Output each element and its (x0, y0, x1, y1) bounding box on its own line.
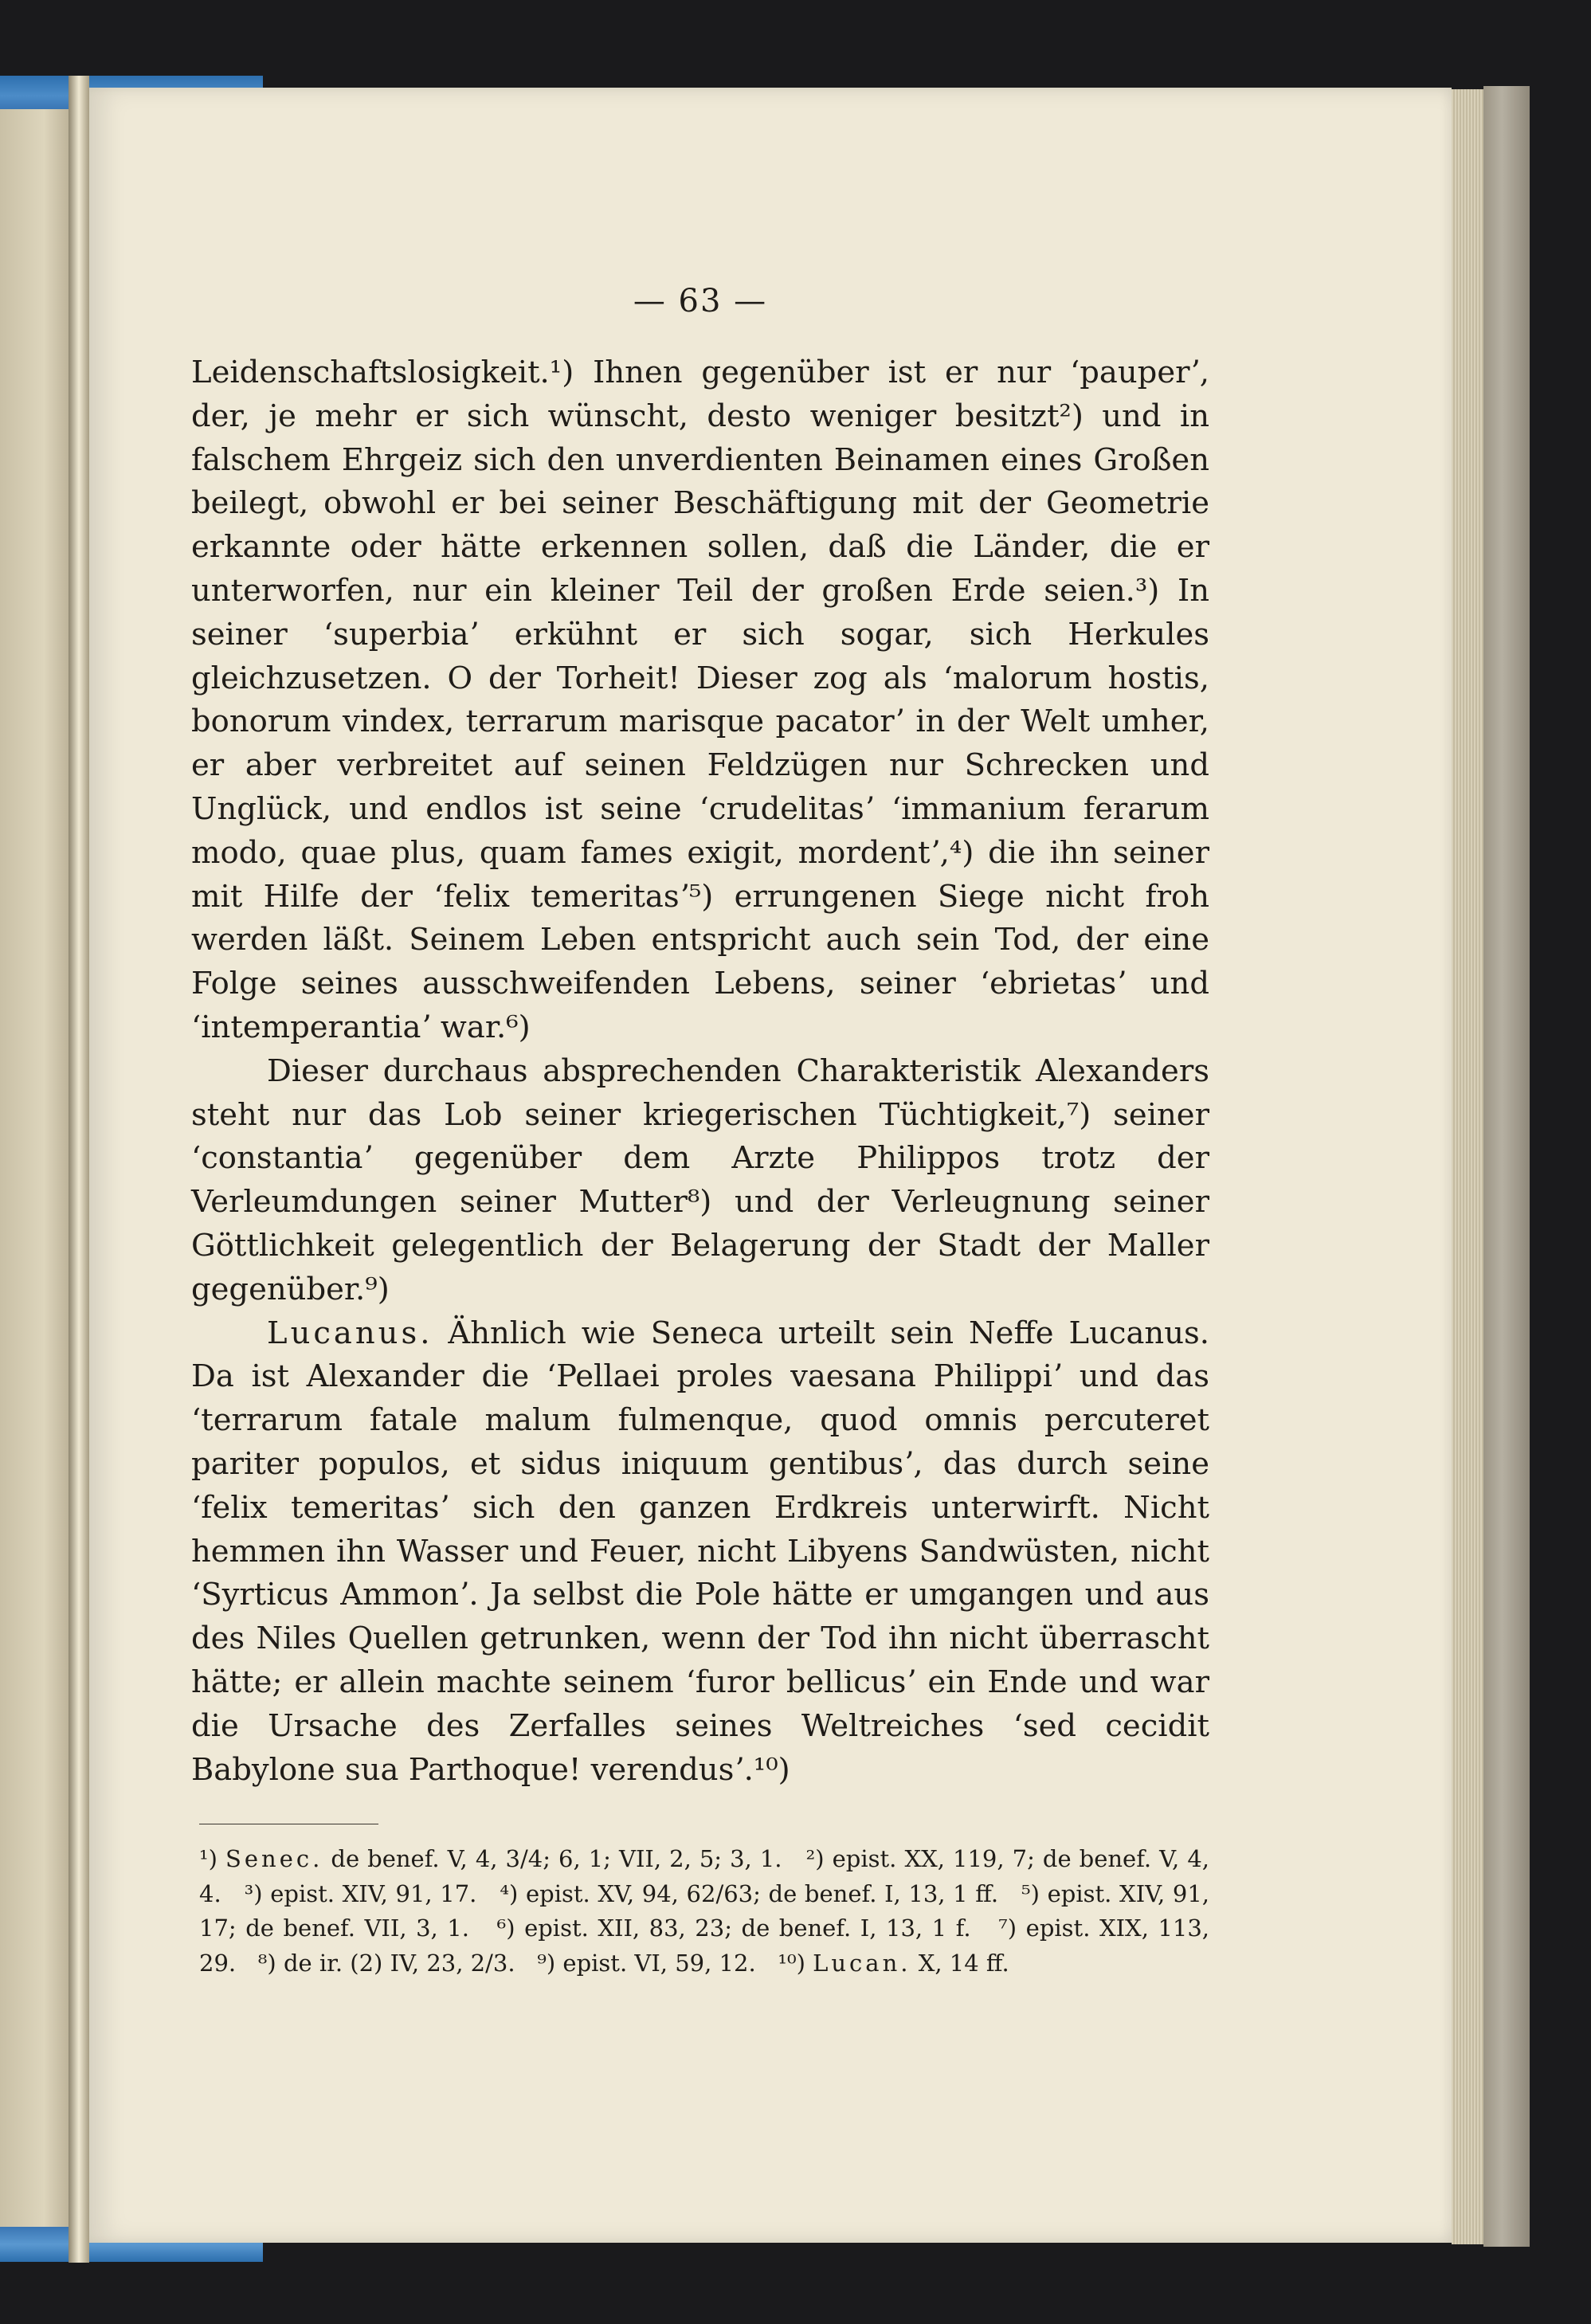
lucanus-text: Ähnlich wie Seneca urteilt sein Neffe Lucanus. Da ist Alexander die ʻPellaei proles vaesana Philippiʼ und das ʻterrarum fatale malum fulmenque, quod omnis percuteret pariter populos, et sidus iniquum gentibusʼ, das durch seine ʻfelix temeritasʼ sich den ganzen Erdkreis unterwirft. Nicht hemmen ihn Wasser und Feuer, nicht Libyens Sandwüsten, nicht ʻSyrticus Ammonʼ. Ja selbst die Pole hätte er umgangen und aus des Niles Quellen getrunken, wenn der Tod ihn nicht überrascht hätte; er allein machte seinem ʻfuror bellicusʼ ein Ende und war die Ursache des Zerfalles seines Weltreiches ʻsed cecidit Babylone sua Parthoque! verendusʼ.¹⁰) (191, 1315, 1209, 1788)
footnote-2: ²) epist. XX, 119, 7; de benef. V, 4, 4. (199, 1845, 1209, 1907)
footnote-10: ¹⁰) Lucan. X, 14 ff. (778, 1949, 1009, 1977)
footnotes (191, 1842, 1209, 1981)
paragraph-1: Leidenschaftslosigkeit.¹) Ihnen gegenüber ist er nur ʻpauperʼ, der, je mehr er sich wünscht, desto weniger besitzt²) und in falschem Ehrgeiz sich den unverdienten Beinamen eines Großen beilegt, obwohl er bei seiner Beschäftigung mit der Geometrie erkannte oder hätte erkennen sollen, daß die Länder, die er unterworfen, nur ein kleiner Teil der großen Erde seien.³) In seiner ʻsuperbiaʼ erkühnt er sich sogar, sich Herkules gleichzusetzen. O der Torheit! Dieser zog als ʻmalorum hostis, bonorum vindex, terrarum marisque pacatorʼ in der Welt umher, er aber verbreitet auf seinen Feldzügen nur Schrecken und Unglück, und endlos ist seine ʻcrudelitasʼ ʻimmanium ferarum modo, quae plus, quam fames exigit, mordentʼ,⁴) die ihn seiner mit Hilfe der ʻfelix temeritasʼ⁵) errungenen Siege nicht froh werden läßt. Seinem Leben entspricht auch sein Tod, der eine Folge seines ausschweifenden Lebens, seiner ʻebrietasʼ und ʻintemperantiaʼ war.⁶) (191, 355, 1209, 1045)
footnote-1: ¹) Senec. de benef. V, 4, 3/4; 6, 1; VII, 2, 5; 3, 1. (199, 1845, 782, 1873)
left-page-edge (0, 76, 73, 2259)
body-text (191, 351, 1209, 1792)
footnote-9: ⁹) epist. VI, 59, 12. (537, 1949, 756, 1977)
footnote-8: ⁸) de ir. (2) IV, 23, 2/3. (257, 1949, 515, 1977)
text-block (191, 283, 1209, 1981)
page-edges (1452, 89, 1483, 2244)
footnote-3: ³) epist. XIV, 91, 17. (244, 1879, 477, 1907)
footnote-5: ⁵) epist. XIV, 91, 17; de benef. VII, 3, 1. (199, 1879, 1210, 1942)
paragraph-2: Dieser durchaus absprechenden Charakteristik Alexanders steht nur das Lob seiner kriegerischen Tüchtigkeit,⁷) seiner ʻconstantiaʼ gegenüber dem Arzte Philippos trotz der Verleumdungen seiner Mutter⁸) und der Verleugnung seiner Göttlichkeit gelegentlich der Belagerung der Stadt der Maller gegenüber.⁹) (191, 1052, 1209, 1307)
paragraph-lucanus (191, 1312, 1209, 1793)
footnote-4: ⁴) epist. XV, 94, 62/63; de benef. I, 13, 1 ff. (500, 1879, 999, 1907)
footnote-6: ⁶) epist. XII, 83, 23; de benef. I, 13, 1 f. (496, 1914, 971, 1942)
book-gutter (69, 76, 89, 2263)
book-cover-board (1483, 86, 1530, 2247)
lucanus-heading: Lucanus. (267, 1315, 433, 1351)
page-number: — 63 — (633, 283, 768, 319)
footnote-7: ⁷) epist. XIX, 113, 29. (199, 1914, 1210, 1977)
